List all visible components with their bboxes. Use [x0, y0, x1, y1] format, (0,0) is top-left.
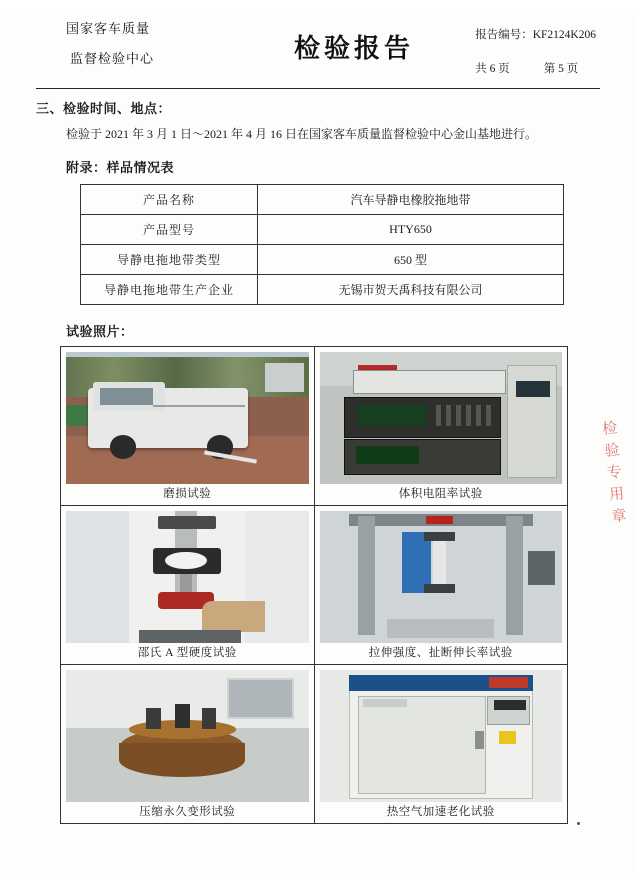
sample-value-type: 650 型	[258, 245, 564, 275]
report-meta	[475, 18, 596, 86]
report-number-line	[475, 18, 596, 52]
total-pages: 共 6 页	[475, 63, 510, 75]
test-photos-table	[60, 346, 568, 824]
photo-row	[61, 506, 568, 665]
photo-row	[61, 347, 568, 506]
current-page: 第 5 页	[543, 63, 579, 75]
report-page	[0, 10, 636, 873]
photo-cell-shore-hardness	[61, 506, 315, 665]
table-row	[81, 245, 564, 275]
seal-char-5: 章	[610, 508, 628, 526]
sample-value-manufacturer: 无锡市贺天禹科技有限公司	[258, 275, 564, 305]
sample-label-product-name: 产品名称	[81, 185, 258, 215]
seal-char-3: 专	[606, 464, 623, 482]
sample-label-manufacturer: 导静电拖地带生产企业	[81, 275, 258, 305]
photo-caption: 拉伸强度、扯断伸长率试验	[368, 647, 513, 659]
photo-caption: 邵氏 A 型硬度试验	[137, 647, 237, 659]
truck-photo	[66, 352, 309, 484]
report-number-label: 报告编号：	[475, 29, 533, 41]
organization-line-2: 监督检验中心	[70, 51, 155, 66]
photo-cell-abrasion	[61, 347, 315, 506]
section-heading: 三、检验时间、地点：	[36, 101, 172, 116]
table-row	[81, 275, 564, 305]
table-row	[81, 185, 564, 215]
compression-fixture-photo	[66, 670, 309, 802]
photo-row	[61, 665, 568, 824]
tensile-machine-photo	[320, 511, 563, 643]
photo-cell-hot-air-aging	[314, 665, 568, 824]
photo-caption: 压缩永久变形试验	[139, 806, 236, 818]
official-seal	[592, 417, 636, 540]
sample-value-product-name: 汽车导静电橡胶拖地带	[258, 185, 564, 215]
hardness-tester-photo	[66, 511, 309, 643]
photo-cell-volume-resistivity	[314, 347, 568, 506]
photo-caption: 磨损试验	[163, 488, 212, 500]
report-number-value: KF2124K206	[532, 29, 596, 41]
photo-caption: 体积电阻率试验	[398, 488, 483, 500]
sample-label-model: 产品型号	[81, 215, 258, 245]
organization-line-1: 国家客车质量	[66, 21, 151, 36]
issuing-organization	[66, 14, 216, 74]
page-title: 检验报告	[294, 34, 415, 63]
photo-cell-tensile	[314, 506, 568, 665]
seal-char-2: 验	[603, 442, 621, 460]
page-artifact-dot	[577, 822, 580, 825]
sample-label-type: 导静电拖地带类型	[81, 245, 258, 275]
seal-char-1: 检	[601, 420, 619, 439]
aging-oven-photo	[320, 670, 563, 802]
instrument-rack-photo	[320, 352, 563, 484]
sample-info-table	[80, 184, 564, 305]
photo-caption: 热空气加速老化试验	[386, 806, 495, 818]
section-body-text: 检验于 2021 年 3 月 1 日～2021 年 4 月 16 日在国家客车质量监督检验中心金山基地进行。	[66, 127, 538, 141]
photos-heading: 试验照片：	[66, 324, 134, 339]
table-row	[81, 215, 564, 245]
photo-cell-compression-set	[61, 665, 315, 824]
report-header	[66, 10, 596, 88]
page-count-line	[475, 52, 596, 86]
seal-char-4: 用	[608, 486, 626, 504]
attachment-heading: 附录：样品情况表	[66, 160, 175, 175]
header-divider	[36, 88, 600, 89]
sample-value-model: HTY650	[258, 215, 564, 245]
